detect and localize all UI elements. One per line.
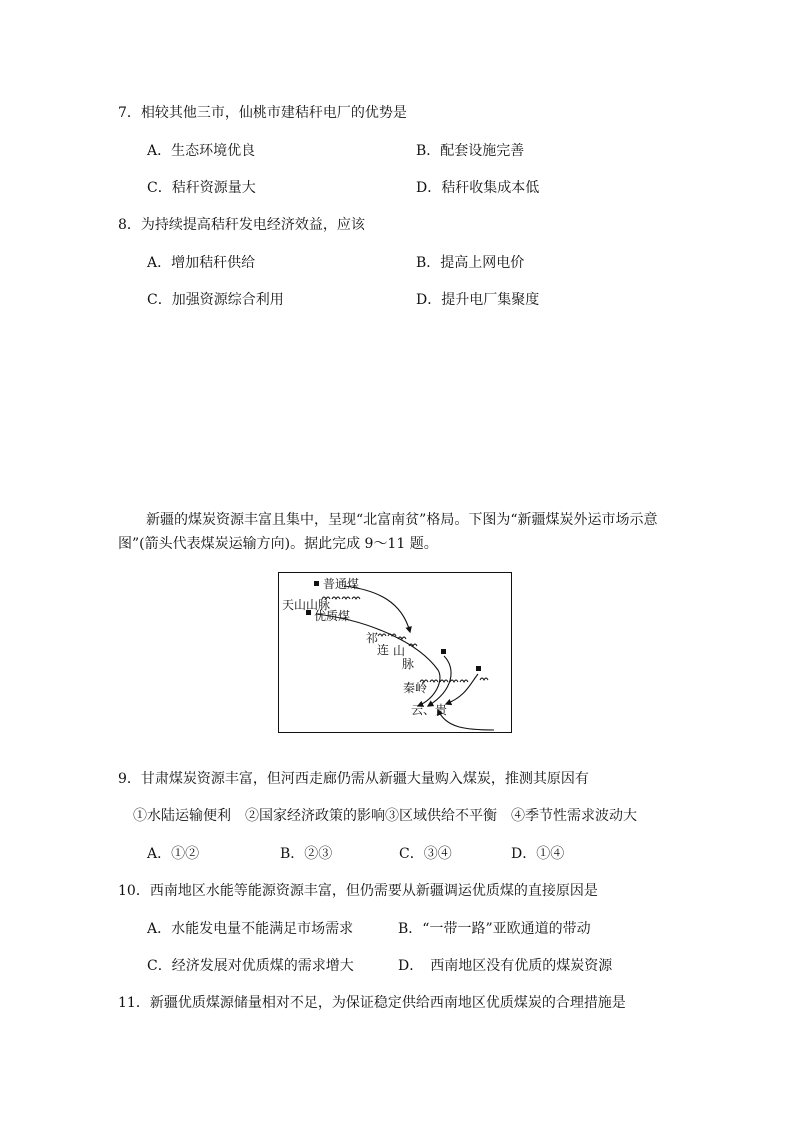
question-9-stem: 9．甘肃煤炭资源丰富，但河西走廊仍需从新疆大量购入煤炭，推测其原因有 [118,771,589,787]
question-7-option-c: C．秸秆资源量大 [147,180,256,196]
question-9-option-b: B．②③ [280,846,333,862]
xinjiang-coal-market-map [278,572,512,733]
label-quality-coal: 优质煤 [314,609,351,623]
label-qinling: 秦岭 [403,681,428,695]
ordinary-coal-square-icon [314,581,319,586]
label-qilian-2: 连 [377,643,390,657]
east-square-icon [476,666,481,671]
question-10-option-c: C．经济发展对优质煤的需求增大 [147,958,354,974]
question-9-statements: ①水陆运输便利 ②国家经济政策的影响③区域供给不平衡 ④季节性需求波动大 [133,808,637,824]
question-7-option-b: B．配套设施完善 [416,143,525,159]
question-8-option-d: D．提升电厂集聚度 [416,292,540,308]
question-9-option-a: A．①② [147,846,200,862]
question-8-option-c: C．加强资源综合利用 [147,292,284,308]
question-10-option-d: D． 西南地区没有优质的煤炭资源 [398,958,613,974]
label-qilian-4: 脉 [402,657,415,671]
gansu-square-icon [441,649,446,654]
question-11-stem: 11．新疆优质煤源储量相对不足，为保证稳定供给西南地区优质煤炭的合理措施是 [118,995,626,1011]
question-8-option-b: B．提高上网电价 [416,255,525,271]
question-9-option-d: D．①④ [511,846,565,862]
label-ordinary-coal: 普通煤 [323,577,360,591]
question-7-stem: 7．相较其他三市，仙桃市建秸秆电厂的优势是 [118,105,407,121]
section-intro: 新疆的煤炭资源丰富且集中，呈现“北富南贫”格局。下图为“新疆煤炭外运市场示意图”(箭头代表煤炭运输方向)。据此完成 9～11 题。 [118,512,658,552]
question-7-option-a: A．生态环境优良 [147,143,256,159]
question-10-option-b: B．“一带一路”亚欧通道的带动 [398,921,591,937]
label-tianshan: 天山山脉 [282,598,331,612]
label-qilian-3: 山 [393,644,406,658]
question-10-stem: 10．西南地区水能等能源资源丰富，但仍需要从新疆调运优质煤的直接原因是 [118,883,598,899]
question-10-option-a: A．水能发电量不能满足市场需求 [147,921,354,937]
label-yungui: 云、贵 [411,703,448,717]
label-qilian-1: 祁 [366,631,379,645]
question-9-option-c: C．③④ [399,846,452,862]
question-7-option-d: D．秸秆收集成本低 [416,180,540,196]
question-8-option-a: A．增加秸秆供给 [147,255,256,271]
question-8-stem: 8．为持续提高秸秆发电经济效益，应该 [118,217,365,233]
